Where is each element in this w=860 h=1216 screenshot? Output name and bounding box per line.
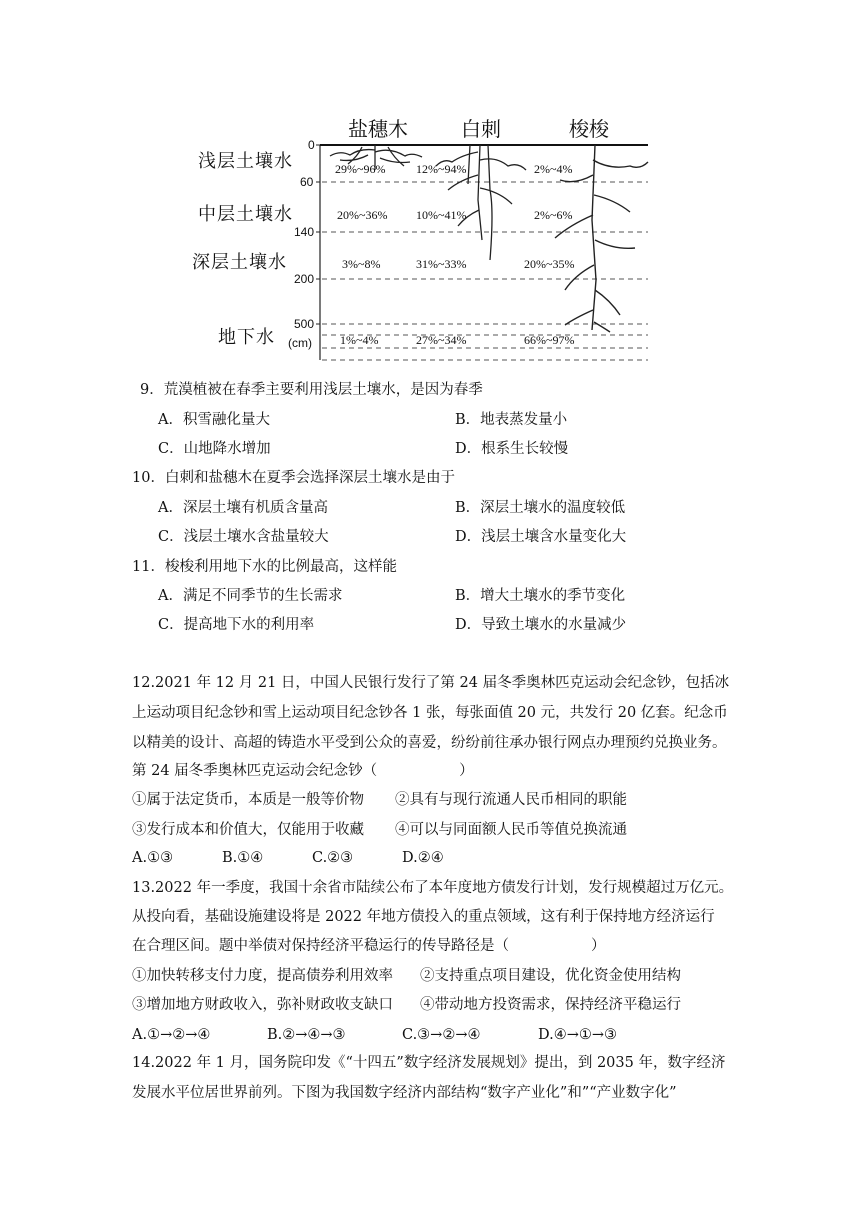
q12-line-4 (132, 761, 752, 781)
q11-option-a: A．满足不同季节的生长需求 (158, 588, 343, 604)
pct-deep-suosuo: 20%~35% (524, 257, 575, 271)
q13-option-b: B.②→④→③ (267, 1027, 346, 1043)
q12-statement-2: ②具有与现行流通人民币相同的职能 (395, 792, 627, 808)
q10-option-a: A．深层土壤有机质含量高 (158, 500, 328, 516)
q13-statement-1: ①加快转移支付力度，提高债券利用效率 (132, 968, 393, 984)
q10-option-b: B．深层土壤水的温度较低 (455, 500, 626, 516)
q12-option-a: A.①③ (132, 850, 174, 866)
q9-option-d: D．根系生长较慢 (455, 441, 569, 457)
q12-statement-4: ④可以与同面额人民币等值兑换流通 (395, 822, 627, 838)
q12-option-c: C.②③ (312, 850, 354, 866)
q9-option-c: C．山地降水增加 (158, 441, 271, 457)
q11-option-c: C．提高地下水的利用率 (158, 617, 315, 633)
q14-line-2: 发展水平位居世界前列。下图为我国数字经济内部结构“数字产业化”和”“产业数字化” (132, 1085, 677, 1101)
plant-label-suosuo: 梭梭 (569, 117, 609, 141)
q11-option-b: B．增大土壤水的季节变化 (455, 588, 626, 604)
q9-option-a: A．积雪融化量大 (158, 412, 270, 428)
q12-option-d: D.②④ (402, 850, 444, 866)
layer-label-middle: 中层土壤水 (198, 204, 293, 225)
plant-label-baici: 白刺 (461, 117, 501, 141)
plant-label-yansuimu: 盐穗木 (348, 117, 408, 141)
q13-option-d: D.④→①→③ (538, 1027, 618, 1043)
q13-line-2: 从投向看，基础设施建设将是 2022 年地方债投入的重点领域，这有利于保持地方经济运行 (132, 909, 715, 925)
depth-tick-0: 0 (308, 138, 315, 152)
depth-tick-140: 140 (294, 225, 315, 239)
q12-close-paren: ） (459, 763, 474, 779)
q12-line-1: 12.2021 年 12 月 21 日，中国人民银行发行了第 24 届冬季奥林匹克运动会纪念钞，包括冰 (132, 675, 730, 691)
q13-line-3 (132, 936, 752, 956)
pct-middle-suosuo: 2%~6% (534, 208, 573, 222)
q13-line-1: 13.2022 年一季度，我国十余省市陆续公布了本年度地方债发行计划，发行规模超过万亿元。 (132, 880, 734, 896)
depth-tick-500: 500 (294, 317, 315, 331)
q13-statement-2: ②支持重点项目建设，优化资金使用结构 (420, 968, 681, 984)
pct-middle-baici: 10%~41% (416, 208, 467, 222)
q12-option-b: B.①④ (222, 850, 264, 866)
q13-line-3-text: 在合理区间。题中举债对保持经济平稳运行的传导路径是（ (132, 938, 509, 954)
q13-statement-4: ④带动地方投资需求，保持经济平稳运行 (420, 997, 681, 1013)
depth-unit: (cm) (288, 336, 312, 350)
q11-stem: 11．梭梭利用地下水的比例最高，这样能 (132, 559, 397, 575)
q12-statement-3: ③发行成本和价值大，仅能用于收藏 (132, 822, 364, 838)
q10-option-c: C．浅层土壤水含盐量较大 (158, 529, 329, 545)
pct-ground-suosuo: 66%~97% (524, 333, 575, 347)
pct-shallow-yansuimu: 29%~96% (335, 162, 386, 176)
q10-stem: 10．白刺和盐穗木在夏季会选择深层土壤水是由于 (132, 470, 455, 486)
q13-close-paren: ） (591, 938, 606, 954)
root-water-figure (190, 100, 660, 370)
layer-label-deep: 深层土壤水 (192, 252, 287, 273)
q13-option-c: C.③→②→④ (402, 1027, 481, 1043)
pct-shallow-suosuo: 2%~4% (534, 162, 573, 176)
layer-label-shallow: 浅层土壤水 (198, 151, 293, 172)
q12-line-2: 上运动项目纪念钞和雪上运动项目纪念钞各 1 张，每张面值 20 元，共发行 20 亿套。纪念币 (132, 705, 728, 721)
q11-option-d: D．导致土壤水的水量减少 (455, 617, 627, 633)
q13-option-a: A.①→②→④ (132, 1027, 211, 1043)
q9-stem: 9．荒漠植被在春季主要利用浅层土壤水，是因为春季 (140, 382, 483, 398)
q12-line-3: 以精美的设计、高超的铸造水平受到公众的喜爱，纷纷前往承办银行网点办理预约兑换业务。 (132, 735, 727, 751)
depth-tick-200: 200 (294, 272, 315, 286)
depth-tick-60: 60 (300, 175, 314, 189)
q9-option-b: B．地表蒸发量小 (455, 412, 568, 428)
pct-middle-yansuimu: 20%~36% (337, 208, 388, 222)
q12-line-4-text: 第 24 届冬季奥林匹克运动会纪念钞（ (132, 763, 378, 779)
pct-ground-baici: 27%~34% (416, 333, 467, 347)
layer-label-groundwater: 地下水 (218, 327, 275, 348)
q13-statement-3: ③增加地方财政收入，弥补财政收支缺口 (132, 997, 393, 1013)
pct-ground-yansuimu: 1%~4% (340, 333, 379, 347)
pct-deep-baici: 31%~33% (416, 257, 467, 271)
q12-statement-1: ①属于法定货币，本质是一般等价物 (132, 792, 364, 808)
pct-shallow-baici: 12%~94% (416, 162, 467, 176)
q10-option-d: D．浅层土壤含水量变化大 (455, 529, 627, 545)
pct-deep-yansuimu: 3%~8% (342, 257, 381, 271)
q14-line-1: 14.2022 年 1 月，国务院印发《“十四五”数字经济发展规划》提出，到 2035 年，数字经济 (132, 1055, 726, 1071)
